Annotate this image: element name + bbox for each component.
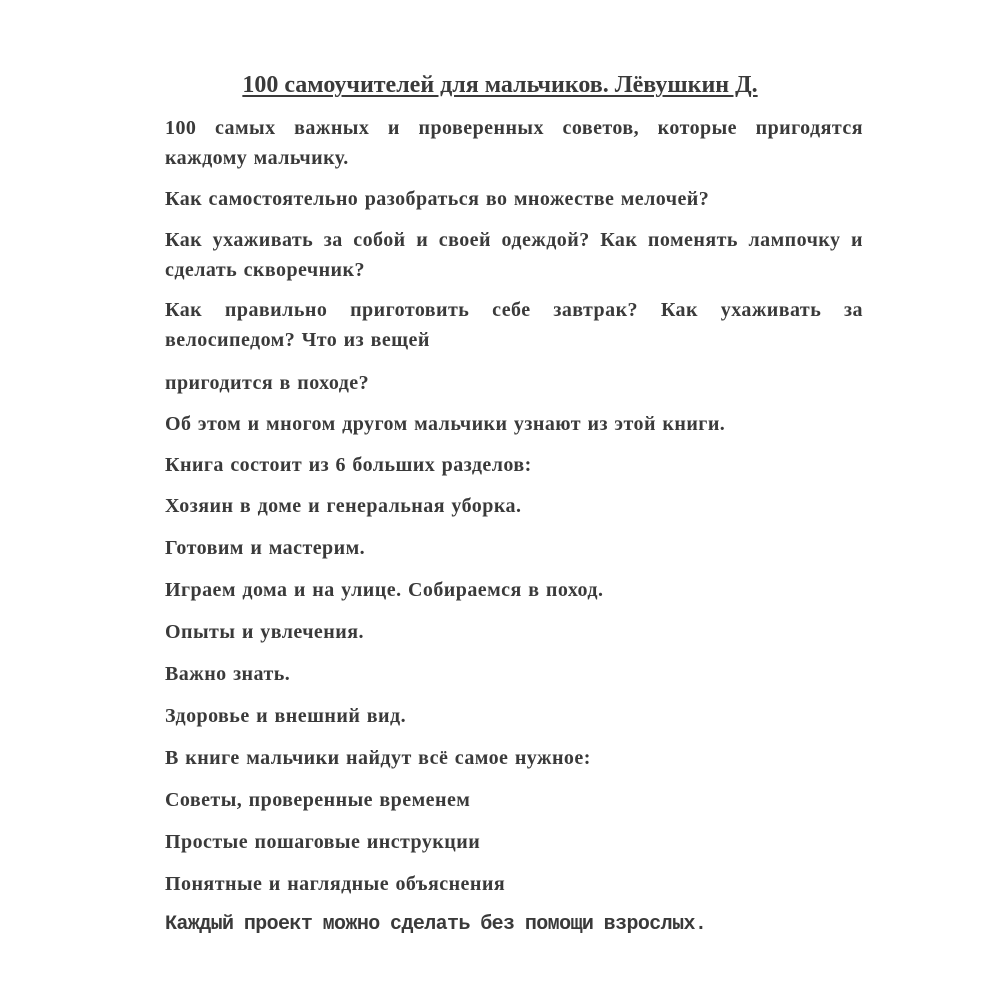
paragraph-question-hike: пригодится в походе? [165,372,370,394]
paragraph-question-breakfast: Как правильно приготовить себе завтрак? Как ухаживать за велосипедом? Что из вещей [165,299,863,351]
section-item-important: Важно знать. [165,663,291,685]
list-item-instructions: Простые пошаговые инструкции [165,831,481,853]
section-item-health: Здоровье и внешний вид. [165,705,407,727]
list-item-advice: Советы, проверенные временем [165,789,471,811]
paragraph-question-details: Как самостоятельно разобраться во множестве мелочей? [165,188,710,210]
section-item-games: Играем дома и на улице. Собираемся в поход. [165,579,604,601]
document-title-text: 100 самоучителей для мальчиков. Лёвушкин Д. [242,72,758,98]
list-item-explanations: Понятные и наглядные объяснения [165,873,506,895]
section-item-cooking: Готовим и мастерим. [165,537,366,559]
paragraph-intro: 100 самых важных и проверенных советов, которые пригодятся каждому мальчику. [165,117,863,169]
document-title [0,70,1000,100]
section-item-household: Хозяин в доме и генеральная уборка. [165,495,522,517]
paragraph-about-book: Об этом и многом другом мальчики узнают из этой книги. [165,413,726,435]
paragraph-sections-intro: Книга состоит из 6 больших разделов: [165,454,532,476]
section-item-experiments: Опыты и увлечения. [165,621,364,643]
paragraph-question-care: Как ухаживать за собой и своей одеждой? Как поменять лампочку и сделать скворечник? [165,229,863,281]
paragraph-book-contains: В книге мальчики найдут всё самое нужное: [165,747,591,769]
list-item-no-adults: Каждый проект можно сделать без помощи взрослых. [165,913,707,936]
